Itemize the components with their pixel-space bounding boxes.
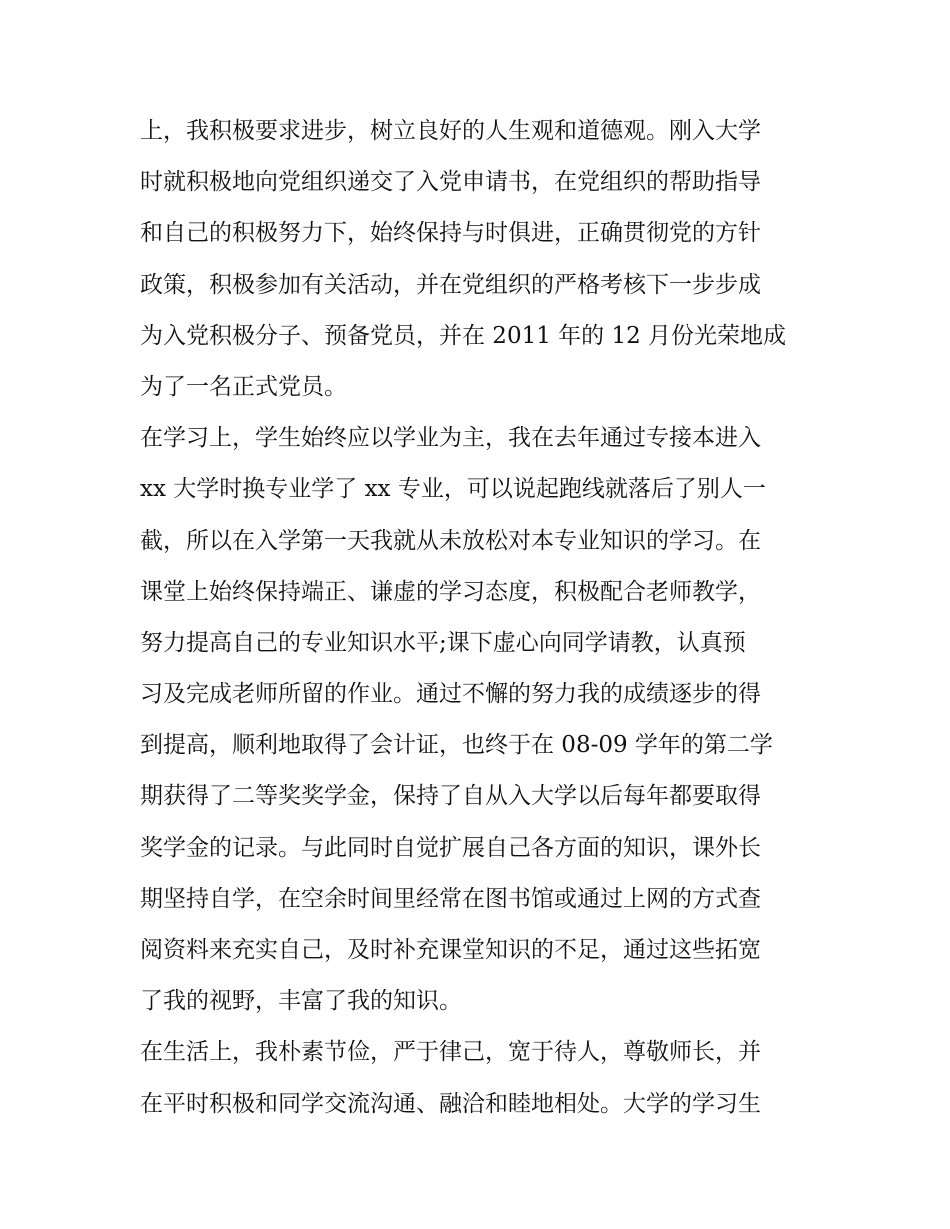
text-line: 努力提高自己的专业知识水平;课下虚心向同学请教，认真预: [140, 629, 746, 656]
body-text: [140, 106, 820, 1130]
text-line: 在生活上，我朴素节俭，严于律己，宽于待人，尊敬师长，并: [140, 1039, 761, 1066]
text-line: 到提高，顺利地取得了会计证，也终于在 08-09 学年的第二学: [140, 732, 773, 759]
text-line: 了我的视野，丰富了我的知识。: [140, 988, 462, 1015]
text-line: 上，我积极要求进步，树立良好的人生观和道德观。刚入大学: [140, 118, 761, 144]
text-line: 习及完成老师所留的作业。通过不懈的努力我的成绩逐步的得: [140, 681, 761, 708]
paragraph-study: [140, 413, 820, 1027]
text-line: 政策，积极参加有关活动，并在党组织的严格考核下一步步成: [140, 271, 761, 298]
text-line: 在平时积极和同学交流沟通、融洽和睦地相处。大学的学习生: [140, 1090, 761, 1117]
text-line: 期坚持自学，在空余时间里经常在图书馆或通过上网的方式查: [140, 885, 761, 912]
text-line: 时就积极地向党组织递交了入党申请书，在党组织的帮助指导: [140, 169, 761, 196]
text-line: 阅资料来充实自己，及时补充课堂知识的不足，通过这些拓宽: [140, 937, 761, 963]
text-line: 为入党积极分子、预备党员，并在 2011 年的 12 月份光荣地成: [140, 322, 787, 349]
text-line: 期获得了二等奖奖学金，保持了自从入大学以后每年都要取得: [140, 783, 761, 810]
text-line: 截，所以在入学第一天我就从未放松对本专业知识的学习。在: [140, 527, 761, 554]
text-line: 在学习上，学生始终应以学业为主，我在去年通过专接本进入: [140, 425, 761, 452]
text-line: 奖学金的记录。与此同时自觉扩展自己各方面的知识，课外长: [140, 834, 761, 861]
text-line: 课堂上始终保持端正、谦虚的学习态度，积极配合老师教学，: [140, 578, 761, 605]
text-line: 为了一名正式党员。: [140, 373, 347, 400]
text-line: 和自己的积极努力下，始终保持与时俱进，正确贯彻党的方针: [140, 220, 761, 247]
paragraph-life: [140, 1027, 820, 1129]
text-line: xx 大学时换专业学了 xx 专业，可以说起跑线就落后了别人一: [140, 476, 766, 503]
paragraph-party: [140, 106, 820, 413]
